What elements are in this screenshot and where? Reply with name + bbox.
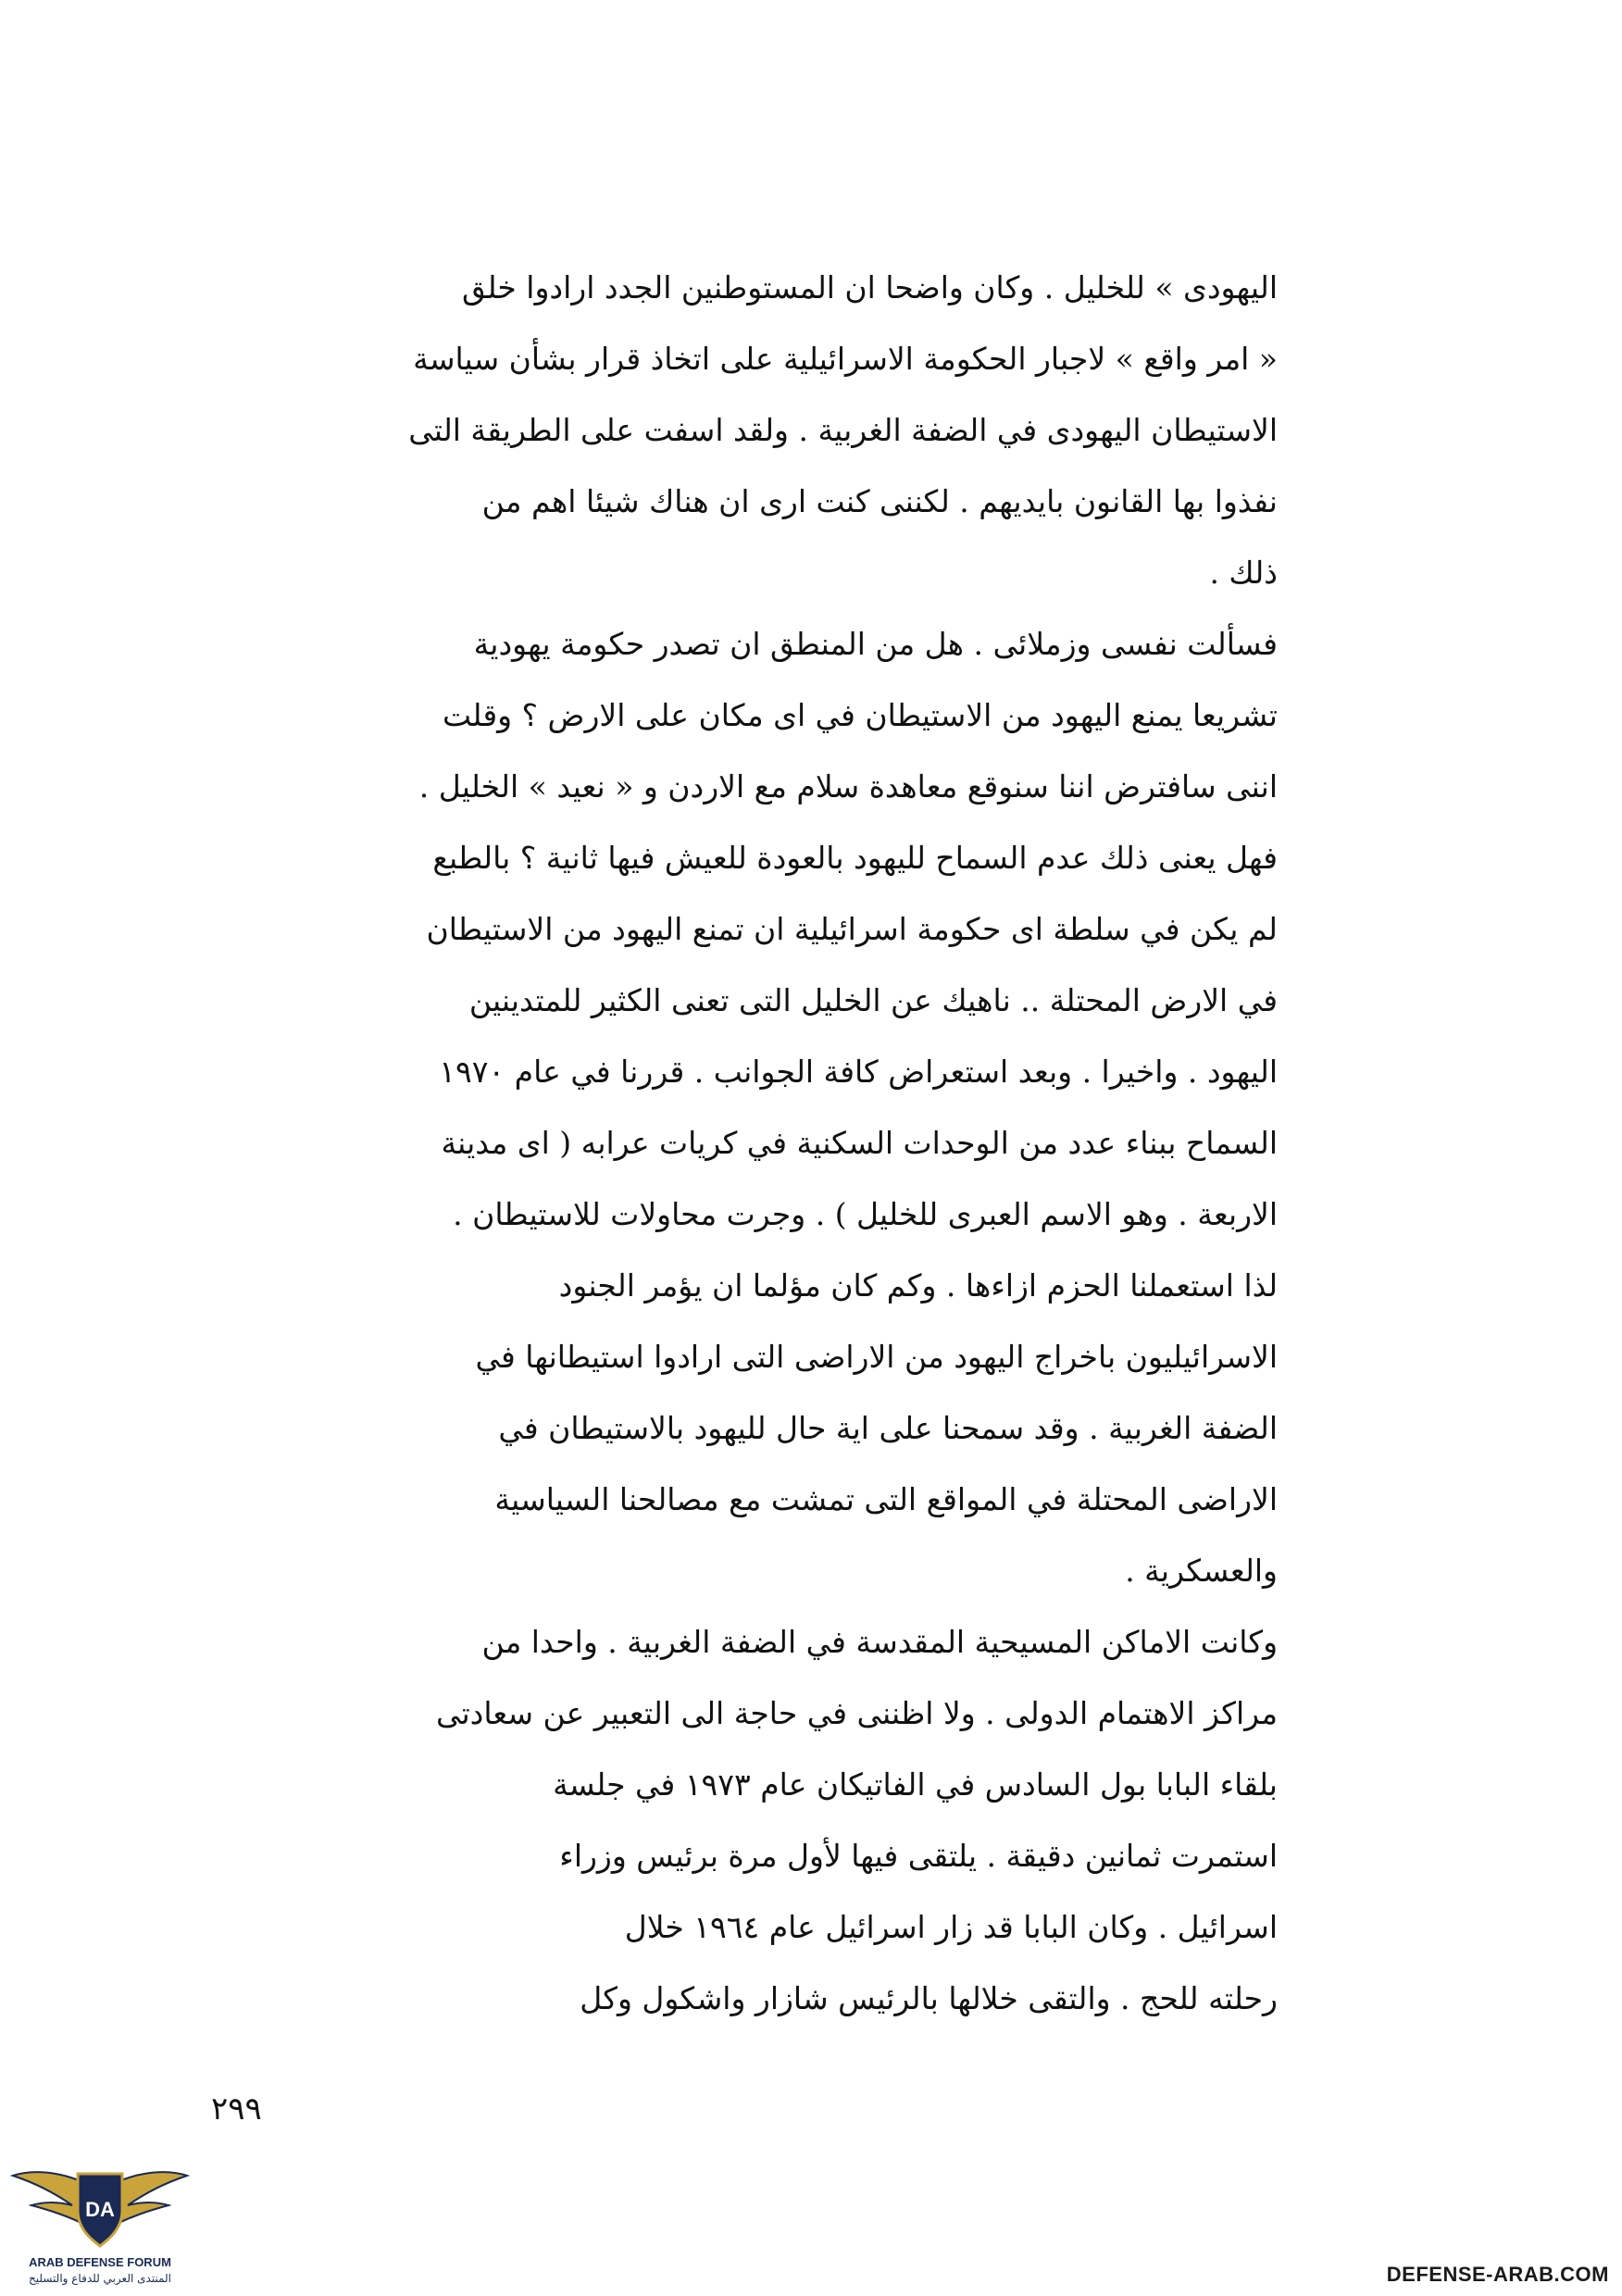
- forum-name-en: ARAB DEFENSE FORUM: [29, 2255, 171, 2269]
- paragraph-3: [213, 1606, 1278, 2034]
- text-line: فسألت نفسى وزملائى . هل من المنطق ان تصدر حكومة يهودية: [473, 626, 1278, 662]
- forum-name-ar: المنتدى العربي للدفاع والتسليح: [29, 2272, 171, 2285]
- text-line: استمرت ثمانين دقيقة . يلتقى فيها لأول مرة برئيس وزراء: [559, 1838, 1278, 1874]
- text-line: والعسكرية .: [1125, 1553, 1278, 1589]
- text-line: اليهود . واخيرا . وبعد استعراض كافة الجوانب . قررنا في عام ١٩٧٠: [439, 1054, 1278, 1090]
- paragraph-1: [213, 252, 1278, 608]
- site-watermark: DEFENSE-ARAB.COM: [1386, 2263, 1609, 2286]
- eagle-shield-icon: [7, 2155, 193, 2255]
- text-line: اليهودى » للخليل . وكان واضحا ان المستوطنين الجدد ارادوا خلق: [461, 269, 1278, 306]
- text-line: « امر واقع » لاجبار الحكومة الاسرائيلية على اتخاذ قرار بشأن سياسة: [413, 341, 1278, 377]
- text-line: الاراضى المحتلة في المواقع التى تمشت مع مصالحنا السياسية: [494, 1481, 1278, 1517]
- text-line: رحلته للحج . والتقى خلالها بالرئيس شازار واشكول وكل: [580, 1980, 1278, 2016]
- body-text: [213, 252, 1278, 2034]
- text-line: فهل يعنى ذلك عدم السماح لليهود بالعودة للعيش فيها ثانية ؟ بالطبع: [432, 840, 1278, 876]
- text-line: السماح ببناء عدد من الوحدات السكنية في كريات عرابه ( اى مدينة: [441, 1125, 1278, 1161]
- text-line: الاربعة . وهو الاسم العبرى للخليل ) . وجرت محاولات للاستيطان .: [453, 1196, 1278, 1232]
- text-line: وكانت الاماكن المسيحية المقدسة في الضفة الغربية . واحدا من: [481, 1624, 1278, 1660]
- text-line: الاستيطان اليهودى في الضفة الغربية . ولقد اسفت على الطريقة التى: [408, 412, 1278, 448]
- text-line: الاسرائيليون باخراج اليهود من الاراضى التى ارادوا استيطانها في: [475, 1339, 1278, 1375]
- text-line: لم يكن في سلطة اى حكومة اسرائيلية ان تمنع اليهود من الاستيطان: [426, 911, 1278, 947]
- paragraph-2: [213, 608, 1278, 1606]
- text-line: لذا استعملنا الحزم ازاءها . وكم كان مؤلما ان يؤمر الجنود: [558, 1267, 1278, 1304]
- text-line: بلقاء البابا بول السادس في الفاتيكان عام ١٩٧٣ في جلسة: [553, 1766, 1278, 1803]
- text-line: نفذوا بها القانون بايديهم . لكننى كنت ارى ان هناك شيئا اهم من: [481, 483, 1278, 519]
- text-line: الضفة الغربية . وقد سمحنا على اية حال لليهود بالاستيطان في: [498, 1410, 1278, 1446]
- page-number: ٢٩٩: [211, 2090, 262, 2128]
- text-line: اسرائيل . وكان البابا قد زار اسرائيل عام ١٩٦٤ خلال: [624, 1909, 1278, 1945]
- text-line: ذلك .: [1209, 555, 1278, 591]
- text-line: مراكز الاهتمام الدولى . ولا اظننى في حاجة الى التعبير عن سعادتى: [435, 1695, 1278, 1731]
- text-line: اننى سافترض اننا سنوقع معاهدة سلام مع الاردن و « نعيد » الخليل .: [418, 768, 1278, 805]
- logo-initials: DA: [85, 2198, 115, 2221]
- text-line: تشريعا يمنع اليهود من الاستيطان في اى مكان على الارض ؟ وقلت: [443, 697, 1278, 733]
- forum-logo: [7, 2155, 193, 2294]
- text-line: في الارض المحتلة .. ناهيك عن الخليل التى تعنى الكثير للمتدينين: [468, 982, 1278, 1018]
